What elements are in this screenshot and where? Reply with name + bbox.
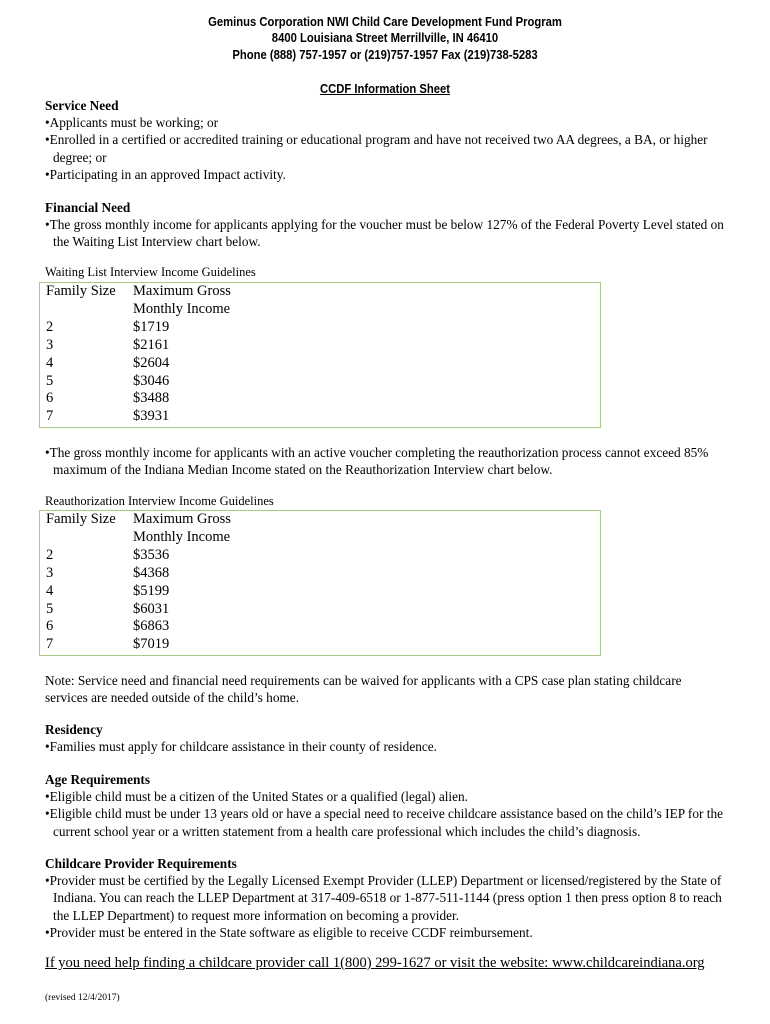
reauth-table-caption: Reauthorization Interview Income Guidelines	[45, 494, 274, 508]
provider-section	[45, 855, 725, 941]
age-bullet: • Eligible child must be a citizen of the United States or a qualified (legal) alien.	[45, 788, 725, 805]
org-address: 8400 Louisiana Street Merrillville, IN 46410	[271, 31, 499, 45]
table-row	[40, 337, 600, 355]
table-row	[40, 408, 600, 426]
family-size-cell: 4	[46, 354, 54, 371]
age-bullet: • Eligible child must be under 13 years old or have a special need to receive childcare assistance based on the child’s IEP for the current school year or a written statement from a health care professional which includes the child’s diagnosis.	[45, 805, 725, 839]
table-header-row	[40, 301, 600, 319]
column-header: Maximum Gross	[133, 511, 231, 527]
table-row	[40, 355, 600, 373]
family-size-cell: 7	[46, 636, 54, 653]
service-need-bullet: • Applicants must be working; or	[45, 114, 725, 131]
income-cell: $6031	[133, 600, 170, 617]
column-header: Monthly Income	[133, 528, 231, 545]
family-size-cell: 5	[46, 372, 54, 389]
family-size-cell: 2	[46, 546, 54, 563]
income-cell: $1719	[133, 318, 170, 335]
age-heading: Age Requirements	[45, 772, 151, 787]
table-header-row	[40, 511, 600, 529]
income-cell: $5199	[133, 582, 170, 599]
family-size-cell: 6	[46, 390, 54, 407]
income-cell: $3488	[133, 390, 170, 407]
family-size-cell: 2	[46, 318, 54, 335]
financial-need-bullet: • The gross monthly income for applicants applying for the voucher must be below 127% of the Federal Poverty Level stated on the Waiting List Interview chart below.	[45, 216, 725, 250]
reauthorization-table	[39, 510, 601, 656]
age-section	[45, 771, 725, 840]
note-text: Note: Service need and financial need requirements can be waived for applicants with a CPS case plan stating childcare services are needed outside of the child’s home.	[45, 673, 682, 706]
service-need-bullet: • Enrolled in a certified or accredited training or educational program and have not received two AA degrees, a BA, or higher degree; or	[45, 131, 725, 165]
provider-bullet: • Provider must be entered in the State software as eligible to receive CCDF reimbursement.	[45, 924, 725, 941]
table-header-row	[40, 529, 600, 547]
org-name: Geminus Corporation NWI Child Care Development Fund Program	[208, 15, 562, 29]
document-title: CCDF Information Sheet	[319, 82, 450, 96]
table-header-row	[40, 283, 600, 301]
reauth-bullet: • The gross monthly income for applicants with an active voucher completing the reauthorization process cannot exceed 85% maximum of the Indiana Median Income stated on the Reauthorization Interview chart below.	[45, 444, 725, 478]
family-size-cell: 7	[46, 408, 54, 425]
column-header: Family Size	[46, 511, 116, 527]
family-size-cell: 4	[46, 582, 54, 599]
reauth-section	[45, 444, 725, 478]
family-size-cell: 6	[46, 618, 54, 635]
income-cell: $6863	[133, 618, 170, 635]
income-cell: $2161	[133, 336, 170, 353]
table-row	[40, 601, 600, 619]
table-row	[40, 547, 600, 565]
income-cell: $2604	[133, 354, 170, 371]
income-cell: $7019	[133, 636, 170, 653]
financial-need-section	[45, 199, 725, 251]
residency-heading: Residency	[45, 722, 103, 737]
income-cell: $3046	[133, 372, 170, 389]
provider-heading: Childcare Provider Requirements	[45, 856, 237, 871]
financial-need-heading: Financial Need	[45, 200, 131, 215]
table-row	[40, 565, 600, 583]
service-need-bullet: • Participating in an approved Impact activity.	[45, 166, 725, 183]
residency-section	[45, 721, 725, 755]
column-header: Family Size	[46, 283, 116, 299]
table-row	[40, 618, 600, 636]
residency-bullet: • Families must apply for childcare assistance in their county of residence.	[45, 738, 725, 755]
table-row	[40, 390, 600, 408]
help-footer-link[interactable]: If you need help finding a childcare provider call 1(800) 299-1627 or visit the website: www.childcareindiana.org	[45, 955, 705, 971]
waiting-table-caption: Waiting List Interview Income Guidelines	[45, 265, 256, 279]
table-row	[40, 373, 600, 391]
column-header: Monthly Income	[133, 300, 231, 317]
income-cell: $4368	[133, 564, 170, 581]
service-need-section	[45, 97, 725, 183]
provider-bullet: • Provider must be certified by the Legally Licensed Exempt Provider (LLEP) Department or licensed/registered by the State of Indiana. You can reach the LLEP Department at 317-409-6518 or 1-877-511-1144 (press option 1 then press option 8 to reach the LLEP Department) to request more information on becoming a provider.	[45, 872, 725, 924]
org-phone-fax: Phone (888) 757-1957 or (219)757-1957 Fax (219)738-5283	[232, 48, 538, 62]
family-size-cell: 5	[46, 600, 54, 617]
revision-date: (revised 12/4/2017)	[45, 993, 120, 1003]
table-row	[40, 583, 600, 601]
income-cell: $3931	[133, 408, 170, 425]
note-section	[45, 672, 725, 706]
table-row	[40, 319, 600, 337]
table-row	[40, 636, 600, 654]
income-cell: $3536	[133, 546, 170, 563]
family-size-cell: 3	[46, 564, 54, 581]
family-size-cell: 3	[46, 336, 54, 353]
waiting-list-table	[39, 282, 601, 428]
service-need-heading: Service Need	[45, 98, 119, 113]
column-header: Maximum Gross	[133, 283, 231, 299]
